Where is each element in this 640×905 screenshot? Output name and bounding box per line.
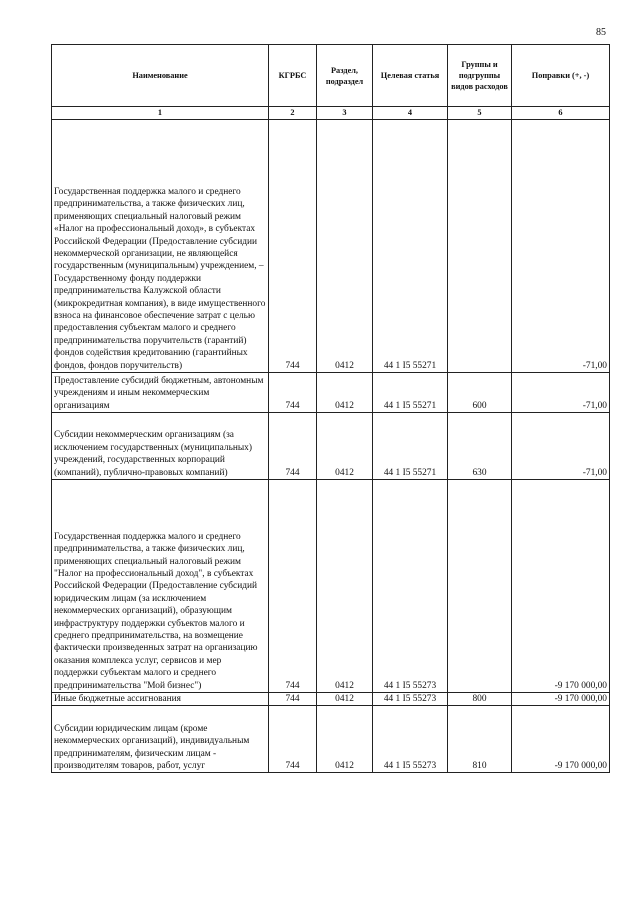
column-number: 5 — [448, 107, 512, 120]
row-section: 0412 — [317, 693, 373, 706]
row-section: 0412 — [317, 480, 373, 693]
row-group: 810 — [448, 706, 512, 773]
header-section: Раздел, подраздел — [317, 45, 373, 107]
table-row — [52, 693, 610, 706]
row-group: 600 — [448, 373, 512, 413]
table-row — [52, 120, 610, 373]
row-kgrbs: 744 — [269, 413, 317, 480]
row-target: 44 1 I5 55271 — [373, 373, 448, 413]
column-number: 4 — [373, 107, 448, 120]
row-group — [448, 480, 512, 693]
row-group: 630 — [448, 413, 512, 480]
row-name: Государственная поддержка малого и среднего предпринимательства, а также физических лиц, применяющих специальный налоговый режим «Налог на профессиональный доход», в субъектах Российской Федерации (Предоставление субсидии некоммерческой организации, не являющейся государственным (муниципальным) учреждением, – Государственному фонду поддержки предпринимательства Калужской области (микрокредитная компания), в виде имущественного взноса на финансовое обеспечение затрат с целью предоставления субъектам малого и среднего предпринимательства поручительств (гарантий) фондов содействия кредитованию (гарантийных фондов, фондов поручительств) — [52, 120, 269, 373]
row-target: 44 1 I5 55273 — [373, 706, 448, 773]
table-row — [52, 706, 610, 773]
row-target: 44 1 I5 55273 — [373, 480, 448, 693]
row-name: Иные бюджетные ассигнования — [52, 693, 269, 706]
row-amount: -71,00 — [512, 120, 610, 373]
row-kgrbs: 744 — [269, 480, 317, 693]
column-number: 2 — [269, 107, 317, 120]
column-number-row — [52, 107, 610, 120]
row-amount: -71,00 — [512, 373, 610, 413]
row-amount: -9 170 000,00 — [512, 706, 610, 773]
row-section: 0412 — [317, 413, 373, 480]
header-amendments: Поправки (+, -) — [512, 45, 610, 107]
table-row — [52, 413, 610, 480]
budget-amendments-table — [51, 44, 610, 773]
row-kgrbs: 744 — [269, 706, 317, 773]
row-group — [448, 120, 512, 373]
table-header-row — [52, 45, 610, 107]
row-kgrbs: 744 — [269, 693, 317, 706]
row-target: 44 1 I5 55271 — [373, 413, 448, 480]
header-groups: Группы и подгруппы видов расходов — [448, 45, 512, 107]
page-number: 85 — [596, 27, 606, 38]
row-section: 0412 — [317, 706, 373, 773]
table-row — [52, 373, 610, 413]
row-amount: -9 170 000,00 — [512, 480, 610, 693]
column-number: 6 — [512, 107, 610, 120]
row-group: 800 — [448, 693, 512, 706]
row-section: 0412 — [317, 120, 373, 373]
row-name: Предоставление субсидий бюджетным, автономным учреждениям и иным некоммерческим организациям — [52, 373, 269, 413]
row-name: Государственная поддержка малого и среднего предпринимательства, а также физических лиц, применяющих специальный налоговый режим "Налог на профессиональный доход", в субъектах Российской Федерации (Предоставление субсидий юридическим лицам (за исключением некоммерческих организаций), образующим инфраструктуру поддержки субъектов малого и среднего предпринимательства, на возмещение фактически произведенных затрат на организацию оказания комплекса услуг, сервисов и мер поддержки субъектам малого и среднего предпринимательства "Мой бизнес") — [52, 480, 269, 693]
table-row — [52, 480, 610, 693]
column-number: 1 — [52, 107, 269, 120]
header-name: Наименование — [52, 45, 269, 107]
row-kgrbs: 744 — [269, 120, 317, 373]
row-name: Субсидии юридическим лицам (кроме некоммерческих организаций), индивидуальным предпринимателям, физическим лицам - производителям товаров, работ, услуг — [52, 706, 269, 773]
header-kgrbs: КГРБС — [269, 45, 317, 107]
row-target: 44 1 I5 55271 — [373, 120, 448, 373]
column-number: 3 — [317, 107, 373, 120]
header-target: Целевая статья — [373, 45, 448, 107]
row-kgrbs: 744 — [269, 373, 317, 413]
row-amount: -9 170 000,00 — [512, 693, 610, 706]
row-section: 0412 — [317, 373, 373, 413]
row-name: Субсидии некоммерческим организациям (за исключением государственных (муниципальных) учреждений, государственных корпораций (компаний), публично-правовых компаний) — [52, 413, 269, 480]
row-amount: -71,00 — [512, 413, 610, 480]
row-target: 44 1 I5 55273 — [373, 693, 448, 706]
